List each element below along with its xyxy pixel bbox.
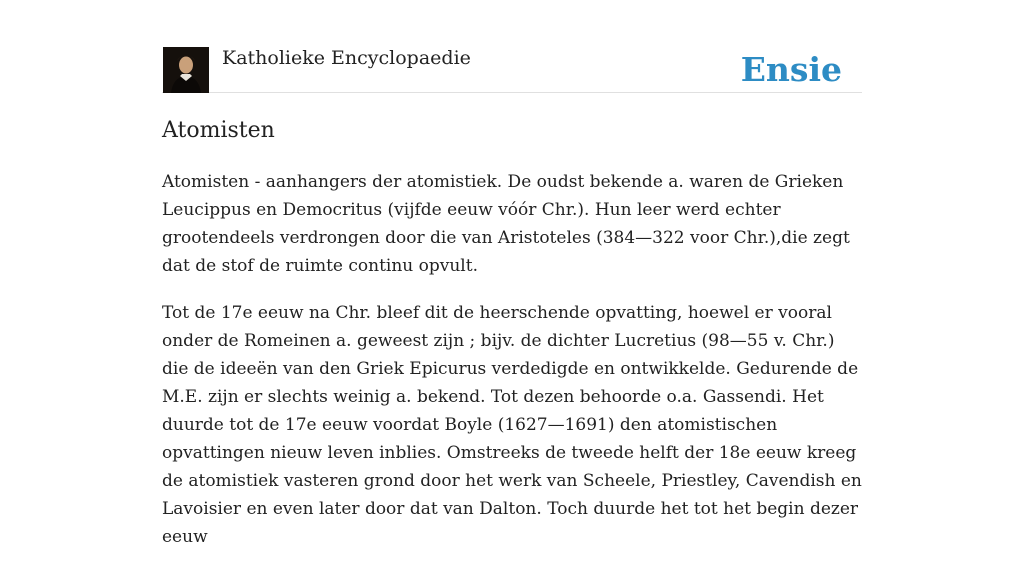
portrait-avatar-icon[interactable] [163,47,209,93]
paragraph: Tot de 17e eeuw na Chr. bleef dit de heerschende opvatting, hoewel er vooral onder de Romeinen a. geweest zijn ; bijv. de dichter Lucretius (98—55 v. Chr.) die de ideeën van den Griek Epicurus verdedigde en ontwikkelde. Gedurende de M.E. zijn er slechts weinig a. bekend. Tot dezen behoorde o.a. Gassendi. Het duurde tot de 17e eeuw voordat Boyle (1627—1691) den atomistischen opvattingen nieuw leven inblies. Omstreeks de tweede helft der 18e eeuw kreeg de atomistiek vasteren grond door het werk van Scheele, Priestley, Cavendish en Lavoisier en even later door dat van Dalton. Toch duurde het tot het begin dezer eeuw [162,303,862,547]
header [162,0,862,93]
article-body [162,168,862,570]
source-title[interactable]: Katholieke Encyclopaedie [222,47,471,69]
paragraph: Atomisten - aanhangers der atomistiek. De oudst bekende a. waren de Grieken Leucippus en Democritus (vijfde eeuw vóór Chr.). Hun leer werd echter grootendeels verdrongen door die van Aristoteles (384—322 voor Chr.),die zegt dat de stof de ruimte continu opvult. [162,172,850,276]
article-title: Atomisten [162,118,275,143]
page [162,0,862,547]
brand-logo[interactable]: Ensie [740,50,842,89]
